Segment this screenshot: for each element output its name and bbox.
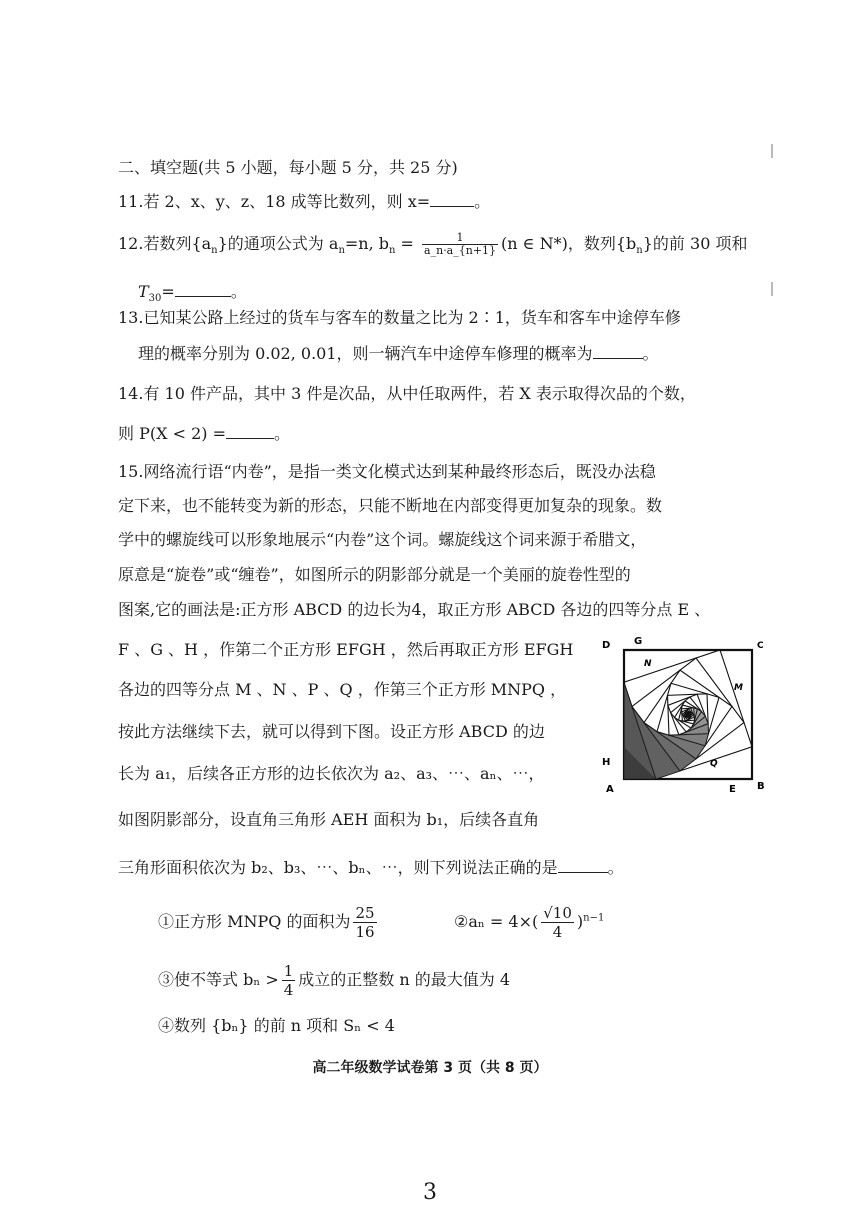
answer-blank xyxy=(430,192,474,207)
q12-end: 。 xyxy=(230,282,247,301)
q12-prefix: 12.若数列{a xyxy=(118,234,212,253)
answer-blank xyxy=(558,858,608,873)
q12-suffix2: }的前 30 项和 xyxy=(642,234,748,253)
q15-line11 xyxy=(118,858,624,878)
q13-line2-text: 理的概率分别为 0.02, 0.01，则一辆汽车中途停车修理的概率为 xyxy=(138,344,593,363)
q14-line2-text: 则 P(X < 2) = xyxy=(118,424,226,443)
answer-blank xyxy=(175,282,231,297)
option-2-fraction: $\frac{√10}{4}$ xyxy=(543,904,572,941)
q12-mid3: = xyxy=(395,234,420,253)
fig-label-B: B xyxy=(757,781,765,792)
answer-blank xyxy=(593,344,643,359)
q12-t: T xyxy=(138,282,149,301)
page-number: 3 xyxy=(423,1180,437,1205)
spiral-square xyxy=(687,714,688,715)
question-12: 12.若数列$\{a_n\}$的通项公式为 $a_n=n$, $b_n$ = $\frac{1}{a\_n\cdot a\_\{n+1\}}$ (n ∈ N*)，数列$\{b_n\}$的前 30 项和 xyxy=(118,231,748,257)
q15-line5: 图案,它的画法是:正方形 ABCD 的边长为4，取正方形 ABCD 各边的四等分点 E 、 xyxy=(118,600,711,619)
fig-label-A: A xyxy=(606,784,614,795)
option-3 xyxy=(158,962,510,999)
q15-line1: 15.网络流行语“内卷”，是指一类文化模式达到某种最终形态后，既没办法稳 xyxy=(118,462,656,481)
scan-mark-top xyxy=(771,144,773,158)
question-12-line2 xyxy=(138,282,247,309)
q12-fraction: $\frac{1}{a\_n\cdot a\_\{n+1\}}$ xyxy=(424,231,497,257)
page-footer: 高二年级数学试卷第 3 页（共 8 页） xyxy=(312,1060,548,1076)
option-3-tail: 成立的正整数 n 的最大值为 4 xyxy=(298,970,511,989)
q12-mid2: =n, b xyxy=(344,234,390,253)
q15-line4: 原意是“旋卷”或“缠卷”，如图所示的阴影部分就是一个美丽的旋卷性型的 xyxy=(118,565,631,584)
option-1-text: ①正方形 MNPQ 的面积为 xyxy=(158,912,351,931)
fig-label-C: C xyxy=(757,641,764,651)
q12-t-sub: 30 xyxy=(148,293,162,305)
q15-line8: 按此方法继续下去，就可以得到下图。设正方形 ABCD 的边 xyxy=(118,722,545,741)
q15-line9: 长为 a₁，后续各正方形的边长依次为 a₂、a₃、⋯、aₙ、⋯， xyxy=(118,764,545,783)
q12-mid1: }的通项公式为 a xyxy=(217,234,339,253)
scan-mark-mid xyxy=(771,282,773,296)
q15-line3: 学中的螺旋线可以形象地展示“内卷”这个词。螺旋线这个词来源于希腊文， xyxy=(118,530,647,549)
q12-suffix: ，数列{b xyxy=(567,234,637,253)
q11-text: 11.若 2、x、y、z、18 成等比数列，则 x= xyxy=(118,192,431,211)
option-4: ④数列 {bₙ} 的前 n 项和 Sₙ < 4 xyxy=(158,1016,395,1035)
fig-label-Q: Q xyxy=(710,759,718,769)
option-1-fraction: $\frac{25}{16}$ xyxy=(355,904,375,941)
spiral-square-figure xyxy=(600,634,770,799)
q15-line6: F 、G 、H ，作第二个正方形 EFGH ，然后再取正方形 EFGH xyxy=(118,640,574,659)
q12-eq: = xyxy=(161,282,175,301)
question-14-line2 xyxy=(118,424,290,444)
option-2-text: ②aₙ = 4×( xyxy=(454,912,539,931)
q15-line10: 如图阴影部分，设直角三角形 AEH 面积为 b₁，后续各直角 xyxy=(118,810,540,829)
fig-label-N: N xyxy=(644,659,652,669)
fig-label-E: E xyxy=(729,784,736,795)
option-3-text: ③使不等式 bₙ > xyxy=(158,970,279,989)
fig-label-G: G xyxy=(634,636,643,647)
q15-line2: 定下来，也不能转变为新的形态，只能不断地在内部变得更加复杂的现象。数 xyxy=(118,496,663,515)
option-1 xyxy=(158,904,380,941)
q11-end: 。 xyxy=(474,192,491,211)
option-3-fraction: $\frac{1}{4}$ xyxy=(283,962,294,999)
spiral-lines xyxy=(624,650,752,779)
fig-label-D: D xyxy=(602,640,611,651)
q12-condition: (n ∈ N*) xyxy=(501,234,568,253)
question-13-line2 xyxy=(138,344,659,364)
option-2-exponent: n−1 xyxy=(583,912,605,924)
fig-label-H: H xyxy=(602,757,611,768)
section-title: 二、填空题(共 5 小题，每小题 5 分，共 25 分) xyxy=(118,158,458,177)
q15-line11-end: 。 xyxy=(607,858,624,877)
q14-end: 。 xyxy=(273,424,290,443)
answer-blank xyxy=(226,424,274,439)
question-14-line1: 14.有 10 件产品，其中 3 件是次品，从中任取两件，若 X 表示取得次品的个数， xyxy=(118,384,696,403)
q15-line7: 各边的四等分点 M 、N 、P 、Q ，作第三个正方形 MNPQ ， xyxy=(118,680,567,699)
q13-end: 。 xyxy=(642,344,659,363)
question-13-line1: 13.已知某公路上经过的货车与客车的数量之比为 2∶1，货车和客车中途停车修 xyxy=(118,308,681,327)
question-11 xyxy=(118,192,490,212)
fig-label-M: M xyxy=(734,683,743,693)
q15-line11-text: 三角形面积依次为 b₂、b₃、⋯、bₙ、⋯，则下列说法正确的是 xyxy=(118,858,558,877)
option-2: ②aₙ = 4×( $\frac{√10}{4}$ )$^{n-1}$ xyxy=(454,904,605,941)
